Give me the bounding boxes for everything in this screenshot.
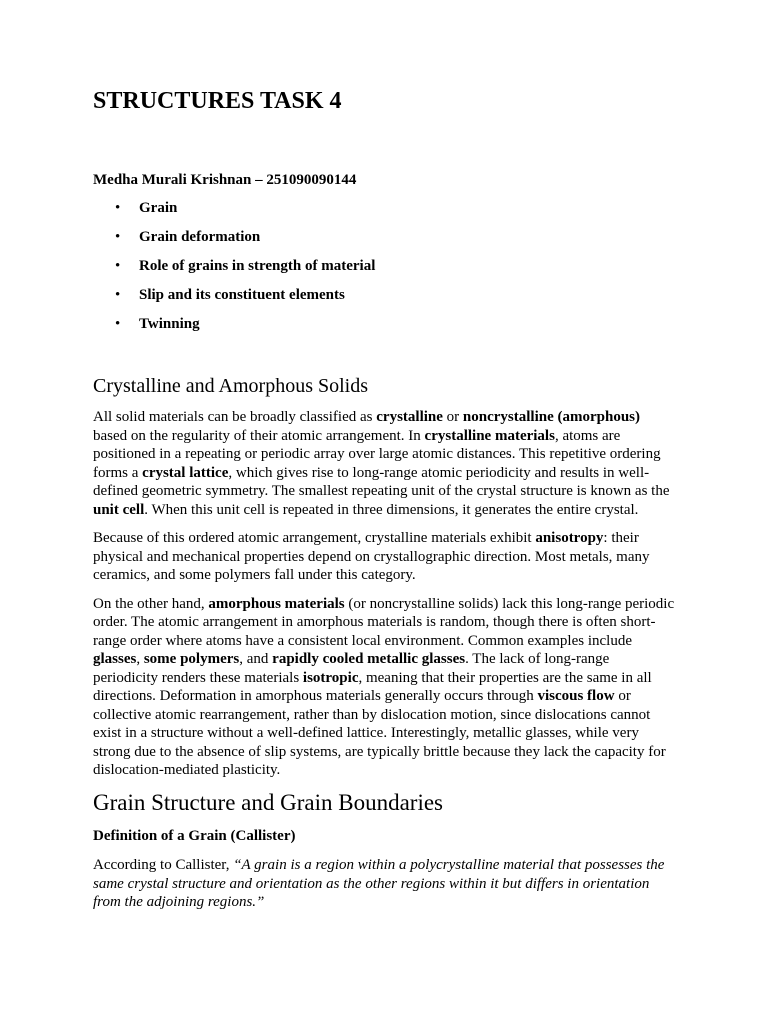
bullet-icon: • bbox=[115, 229, 121, 245]
subheading-grain-definition: Definition of a Grain (Callister) bbox=[93, 828, 296, 844]
list-item bbox=[93, 315, 375, 344]
list-item bbox=[93, 257, 375, 286]
topic-list bbox=[93, 199, 375, 344]
bullet-icon: • bbox=[115, 316, 121, 332]
list-item bbox=[93, 286, 375, 315]
bullet-icon: • bbox=[115, 200, 121, 216]
topic-label: Role of grains in strength of material bbox=[139, 258, 376, 274]
paragraph-crystalline-intro: All solid materials can be broadly classified as crystalline or noncrystalline (amorphous) based on the regularity of their atomic arrangement. In crystalline materials, atoms are positioned in a repeating or periodic array over large atomic distances. This repetitive ordering forms a crystal lattice, which gives rise to long-range atomic periodicity and results in well-defined geometric symmetry. The smallest repeating unit of the crystal structure is known as the unit cell. When this unit cell is repeated in three dimensions, it generates the entire crystal. bbox=[93, 409, 670, 518]
section-body-crystalline bbox=[93, 408, 675, 790]
topic-label: Grain deformation bbox=[139, 229, 261, 245]
document-title: STRUCTURES TASK 4 bbox=[93, 88, 342, 114]
bullet-icon: • bbox=[115, 258, 121, 274]
list-item bbox=[93, 228, 375, 257]
paragraph-anisotropy: Because of this ordered atomic arrangement, crystalline materials exhibit anisotropy: their physical and mechanical properties depend on crystallographic direction. Most metals, many ceramics, and some polymers fall under this category. bbox=[93, 530, 650, 583]
author-line: Medha Murali Krishnan – 251090090144 bbox=[93, 172, 357, 188]
quote-text: “A grain is a region within a polycrystalline material that possesses the same crystal structure and orientation as the other regions within it but differs in orientation from the adjoining regions.” bbox=[93, 857, 665, 910]
paragraph-callister-quote: According to Callister, “A grain is a region within a polycrystalline material that possesses the same crystal structure and orientation as the other regions within it but differs in orientation from the adjoining regions.” bbox=[93, 857, 665, 910]
bullet-icon: • bbox=[115, 287, 121, 303]
list-item bbox=[93, 199, 375, 228]
section-heading-crystalline: Crystalline and Amorphous Solids bbox=[93, 375, 368, 397]
topic-label: Slip and its constituent elements bbox=[139, 287, 345, 303]
section-heading-grain: Grain Structure and Grain Boundaries bbox=[93, 790, 444, 815]
topic-label: Grain bbox=[139, 200, 178, 216]
topic-label: Twinning bbox=[139, 316, 200, 332]
paragraph-amorphous: On the other hand, amorphous materials (or noncrystalline solids) lack this long-range periodic order. The atomic arrangement in amorphous materials is random, though there is often short-range order where atoms have a consistent local environment. Common examples include glasses, some polymers, and rapidly cooled metallic glasses. The lack of long-range periodicity renders these materials isotropic, meaning that their properties are the same in all directions. Deformation in amorphous materials generally occurs through viscous flow or collective atomic rearrangement, rather than by dislocation motion, since dislocations cannot exist in a structure without a well-defined lattice. Interestingly, metallic glasses, while very strong due to the absence of slip systems, are typically brittle because they lack the capacity for dislocation-mediated plasticity. bbox=[93, 595, 675, 778]
